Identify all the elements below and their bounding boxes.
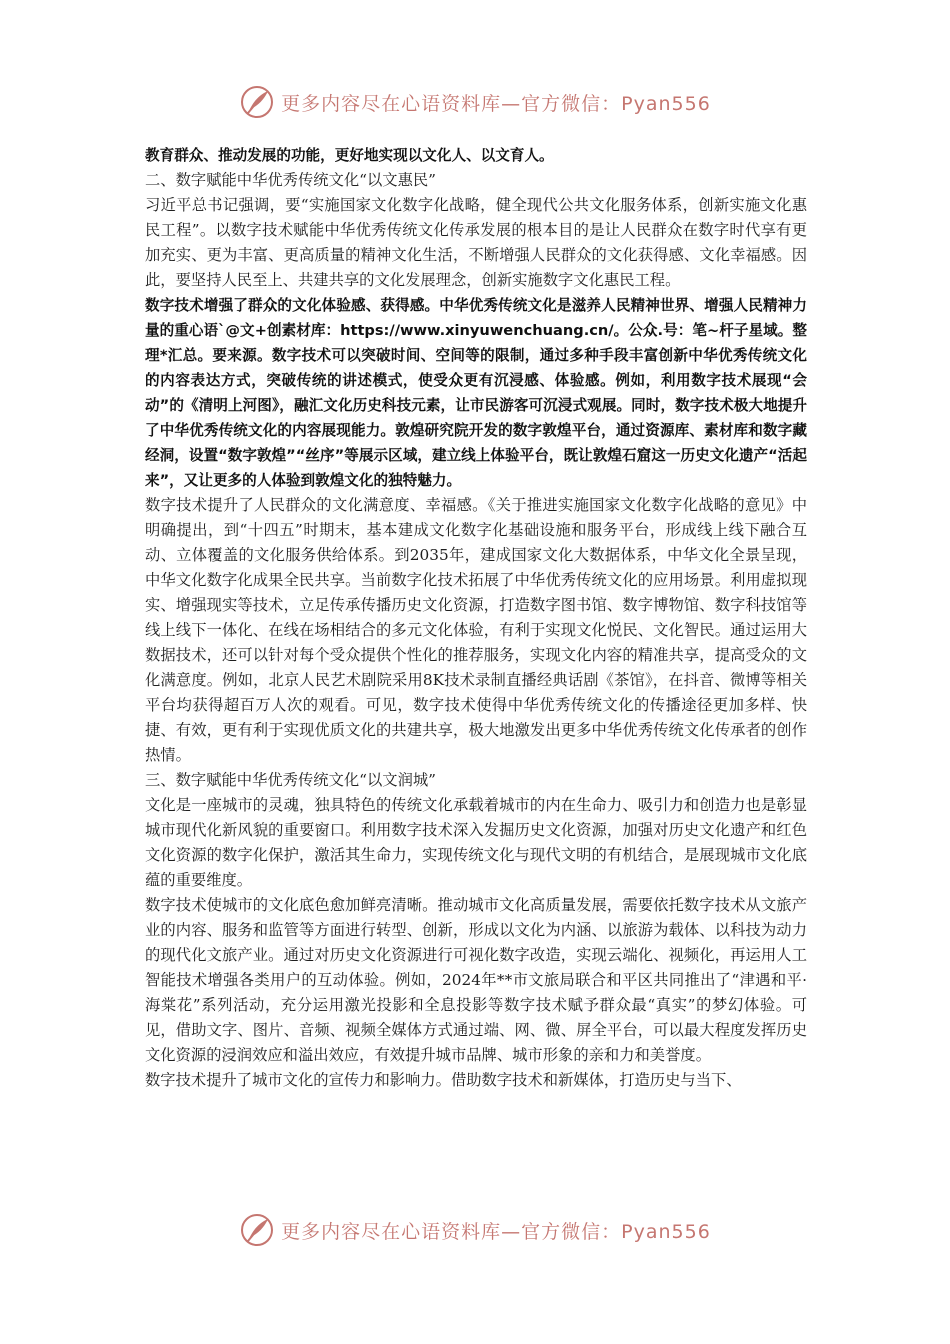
watermark-text: 更多内容尽在心语资料库—官方微信：Pyan556	[281, 1220, 711, 1243]
body-paragraph: 教育群众、推动发展的功能，更好地实现以文化人、以文育人。	[145, 147, 554, 164]
quill-pen-icon	[239, 84, 275, 120]
body-paragraph: 数字技术使城市的文化底色愈加鲜亮清晰。推动城市文化高质量发展，需要依托数字技术从文旅产业的内容、服务和监管等方面进行转型、创新，形成以文化为内涵、以旅游为载体、以科技为动力的现代化文旅产业。通过对历史文化资源进行可视化数字改造，实现云端化、视频化，再运用人工智能技术增强各类用户的互动体验。例如，2024年**市文旅局联合和平区共同推出了“津遇和平·海棠花”系列活动，充分运用激光投影和全息投影等数字技术赋予群众最“真实”的梦幻体验。可见，借助文字、图片、音频、视频全媒体方式通过端、网、微、屏全平台，可以最大程度发挥历史文化资源的浸润效应和溢出效应，有效提升城市品牌、城市形象的亲和力和美誉度。	[145, 896, 807, 1064]
footer-watermark-banner	[0, 1208, 950, 1252]
section-heading: 三、数字赋能中华优秀传统文化“以文润城”	[145, 771, 436, 789]
section-heading: 二、数字赋能中华优秀传统文化“以文惠民”	[145, 171, 436, 189]
header-watermark-banner	[0, 80, 950, 124]
quill-pen-icon	[239, 1212, 275, 1248]
body-paragraph: 文化是一座城市的灵魂，独具特色的传统文化承载着城市的内在生命力、吸引力和创造力也是彰显城市现代化新风貌的重要窗口。利用数字技术深入发掘历史文化资源，加强对历史文化遗产和红色文化资源的数字化保护，激活其生命力，实现传统文化与现代文明的有机结合，是展现城市文化底蕴的重要维度。	[145, 796, 807, 889]
body-paragraph: 数字技术提升了人民群众的文化满意度、幸福感。《关于推进实施国家文化数字化战略的意见》中明确提出，到“十四五”时期末，基本建成文化数字化基础设施和服务平台，形成线上线下融合互动、立体覆盖的文化服务供给体系。到2035年，建成国家文化大数据体系，中华文化全景呈现，中华文化数字化成果全民共享。当前数字化技术拓展了中华优秀传统文化的应用场景。利用虚拟现实、增强现实等技术，立足传承传播历史文化资源，打造数字图书馆、数字博物馆、数字科技馆等线上线下一体化、在线在场相结合的多元文化体验，有利于实现文化悦民、文化智民。通过运用大数据技术，还可以针对每个受众提供个性化的推荐服务，实现文化内容的精准共享，提高受众的文化满意度。例如，北京人民艺术剧院采用8K技术录制直播经典话剧《茶馆》，在抖音、微博等相关平台均获得超百万人次的观看。可见，数字技术使得中华优秀传统文化的传播途径更加多样、快捷、有效，更有利于实现优质文化的共建共享，极大地激发出更多中华优秀传统文化传承者的创作热情。	[145, 496, 807, 764]
body-paragraph: 数字技术增强了群众的文化体验感、获得感。中华优秀传统文化是滋养人民精神世界、增强人民精神力量的重心语`@文+创素材库：https://www.xinyuwenchuang.cn/。公众.号：笔~杆子星域。整理*汇总。要来源。数字技术可以突破时间、空间等的限制，通过多种手段丰富创新中华优秀传统文化的内容表达方式，突破传统的讲述模式，使受众更有沉浸感、体验感。例如，利用数字技术展现“会动”的《清明上河图》，融汇文化历史科技元素，让市民游客可沉浸式观展。同时，数字技术极大地提升了中华优秀传统文化的内容展现能力。敦煌研究院开发的数字敦煌平台，通过资源库、素材库和数字藏经洞，设置“数字敦煌”“丝序”等展示区域，建立线上体验平台，既让敦煌石窟这一历史文化遗产“活起来”，又让更多的人体验到敦煌文化的独特魅力。	[145, 297, 807, 489]
body-paragraph: 习近平总书记强调，要“实施国家文化数字化战略，健全现代公共文化服务体系，创新实施文化惠民工程”。以数字技术赋能中华优秀传统文化传承发展的根本目的是让人民群众在数字时代享有更加充实、更为丰富、更高质量的精神文化生活，不断增强人民群众的文化获得感、文化幸福感。因此，要坚持人民至上、共建共享的文化发展理念，创新实施数字文化惠民工程。	[145, 196, 807, 289]
document-body	[145, 143, 807, 1093]
watermark-text: 更多内容尽在心语资料库—官方微信：Pyan556	[281, 92, 711, 115]
body-paragraph: 数字技术提升了城市文化的宣传力和影响力。借助数字技术和新媒体，打造历史与当下、	[145, 1071, 742, 1089]
